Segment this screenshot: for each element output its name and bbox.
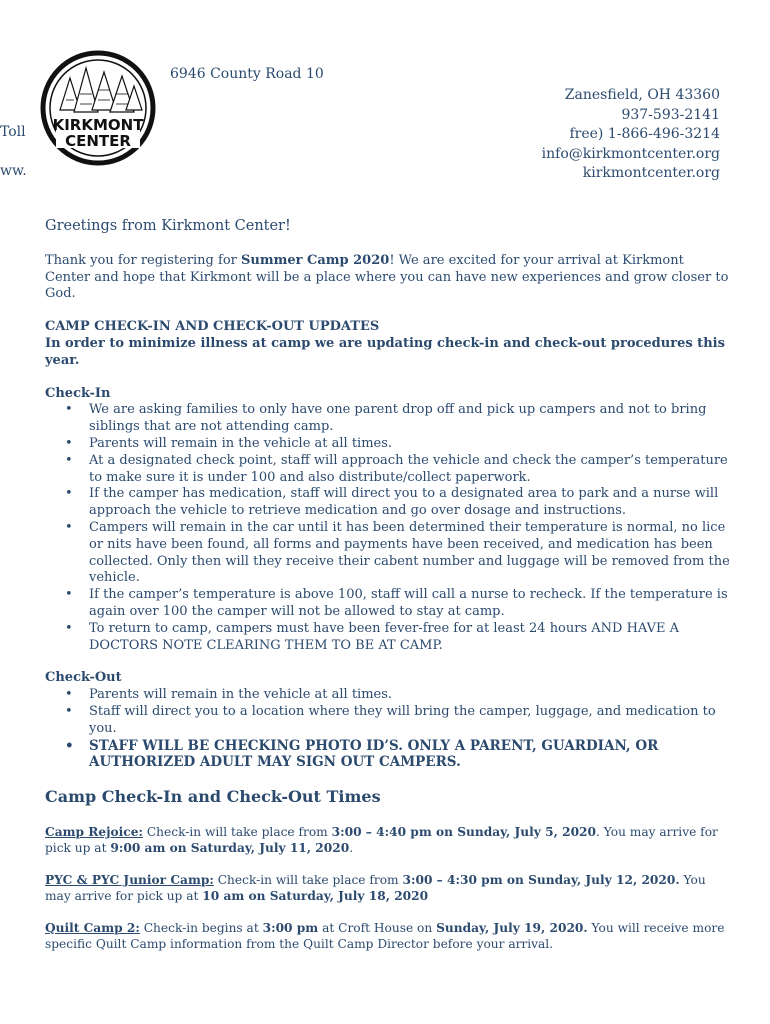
checkout-item: • Staff will direct you to a location where they will bring the camper, luggage, and medication to you. <box>89 704 730 738</box>
pickup-time: 10 am on Saturday, July 18, 2020 <box>202 888 429 903</box>
checkin-item: • At a designated check point, staff will approach the vehicle and check the camper’s temperature to make sure it is under 100 and also distribute/collect paperwork. <box>89 453 730 487</box>
intro-camp-name: Summer Camp 2020 <box>241 252 390 268</box>
text: at Croft House on <box>318 920 437 935</box>
pyc-camp-name: PYC & PYC Junior Camp: <box>45 872 214 887</box>
contact-block <box>542 86 720 184</box>
text: . <box>349 840 354 855</box>
checkin-item: • If the camper has medication, staff will direct you to a designated area to park and a nurse will approach the vehicle to retrieve medication and go over dosage and instructions. <box>89 486 730 520</box>
text: You will receive more specific Quilt Camp information from the Quilt Camp Director before your arrival. <box>45 920 725 951</box>
quilt-camp-name: Quilt Camp 2: <box>45 920 140 935</box>
kirkmont-logo <box>40 50 156 166</box>
www-fragment: ww. <box>0 163 27 179</box>
checkin-time: 3:00 – 4:30 pm on Sunday, July 12, 2020. <box>402 872 680 887</box>
checkin-date: Sunday, July 19, 2020. <box>436 920 588 935</box>
phone: 937-593-2141 <box>621 106 720 123</box>
checkin-title: Check-In <box>45 385 111 401</box>
checkin-item: • Parents will remain in the vehicle at all times. <box>89 436 730 453</box>
checkout-item-photo-id: • STAFF WILL BE CHECKING PHOTO ID’S. ONLY A PARENT, GUARDIAN, OR AUTHORIZED ADULT MAY SIGN OUT CAMPERS. <box>89 738 730 772</box>
checkin-item: • If the camper’s temperature is above 100, staff will call a nurse to recheck. If the temperature is again over 100 the camper will not be allowed to stay at camp. <box>89 587 730 621</box>
checkout-item: • Parents will remain in the vehicle at all times. <box>89 687 730 704</box>
times-title: Camp Check-In and Check-Out Times <box>45 787 381 807</box>
camp-rejoice-name: Camp Rejoice: <box>45 824 143 839</box>
text: . You may arrive for pick up at <box>45 824 718 855</box>
text: Check-in will take place from <box>142 824 332 839</box>
camp-rejoice-times <box>45 824 730 856</box>
checkin-time: 3:00 pm <box>262 920 319 935</box>
text: You may arrive for pick up at <box>45 872 706 903</box>
text: Check-in begins at <box>139 920 263 935</box>
intro-paragraph <box>45 253 730 303</box>
logo-text-center: CENTER <box>65 132 131 150</box>
checkout-title: Check-Out <box>45 670 122 686</box>
website: kirkmontcenter.org <box>582 165 720 181</box>
logo-text-kirkmont: KIRKMONT <box>52 116 144 134</box>
text: Check-in will take place from <box>213 872 403 887</box>
checkin-item: • Campers will remain in the car until it has been determined their temperature is normal, no lice or nits have been found, all forms and payments have been received, and medication has been collected. Only then will they receive their cabent number and luggage will be removed from the vehicle. <box>89 520 730 587</box>
updates-subtitle: In order to minimize illness at camp we are updating check-in and check-out procedures this year. <box>45 335 725 368</box>
pickup-time: 9:00 am on Saturday, July 11, 2020 <box>110 840 350 855</box>
greeting: Greetings from Kirkmont Center! <box>45 218 291 234</box>
checkin-list <box>45 402 730 654</box>
pyc-times <box>45 872 730 904</box>
address-city: Zanesfield, OH 43360 <box>564 87 720 103</box>
address-street: 6946 County Road 10 <box>170 66 324 82</box>
intro-pre: Thank you for registering for <box>45 252 241 268</box>
updates-title: CAMP CHECK-IN AND CHECK-OUT UPDATES <box>45 319 380 335</box>
intro-post: ! We are excited for your arrival at Kirkmont Center and hope that Kirkmont will be a place where you can have new experiences and grow closer to God. <box>45 252 729 302</box>
email: info@kirkmontcenter.org <box>541 145 720 162</box>
toll-free-phone: free) 1-866-496-3214 <box>569 126 720 142</box>
checkin-item: • To return to camp, campers must have been fever-free for at least 24 hours AND HAVE A DOCTORS NOTE CLEARING THEM TO BE AT CAMP. <box>89 621 730 655</box>
checkout-list <box>45 687 730 771</box>
checkin-time: 3:00 – 4:40 pm on Sunday, July 5, 2020 <box>331 824 597 839</box>
letter-body <box>45 218 730 952</box>
checkin-item: • We are asking families to only have one parent drop off and pick up campers and not to bring siblings that are not attending camp. <box>89 402 730 436</box>
quilt-camp-times <box>45 920 730 952</box>
toll-fragment: Toll <box>0 124 26 140</box>
